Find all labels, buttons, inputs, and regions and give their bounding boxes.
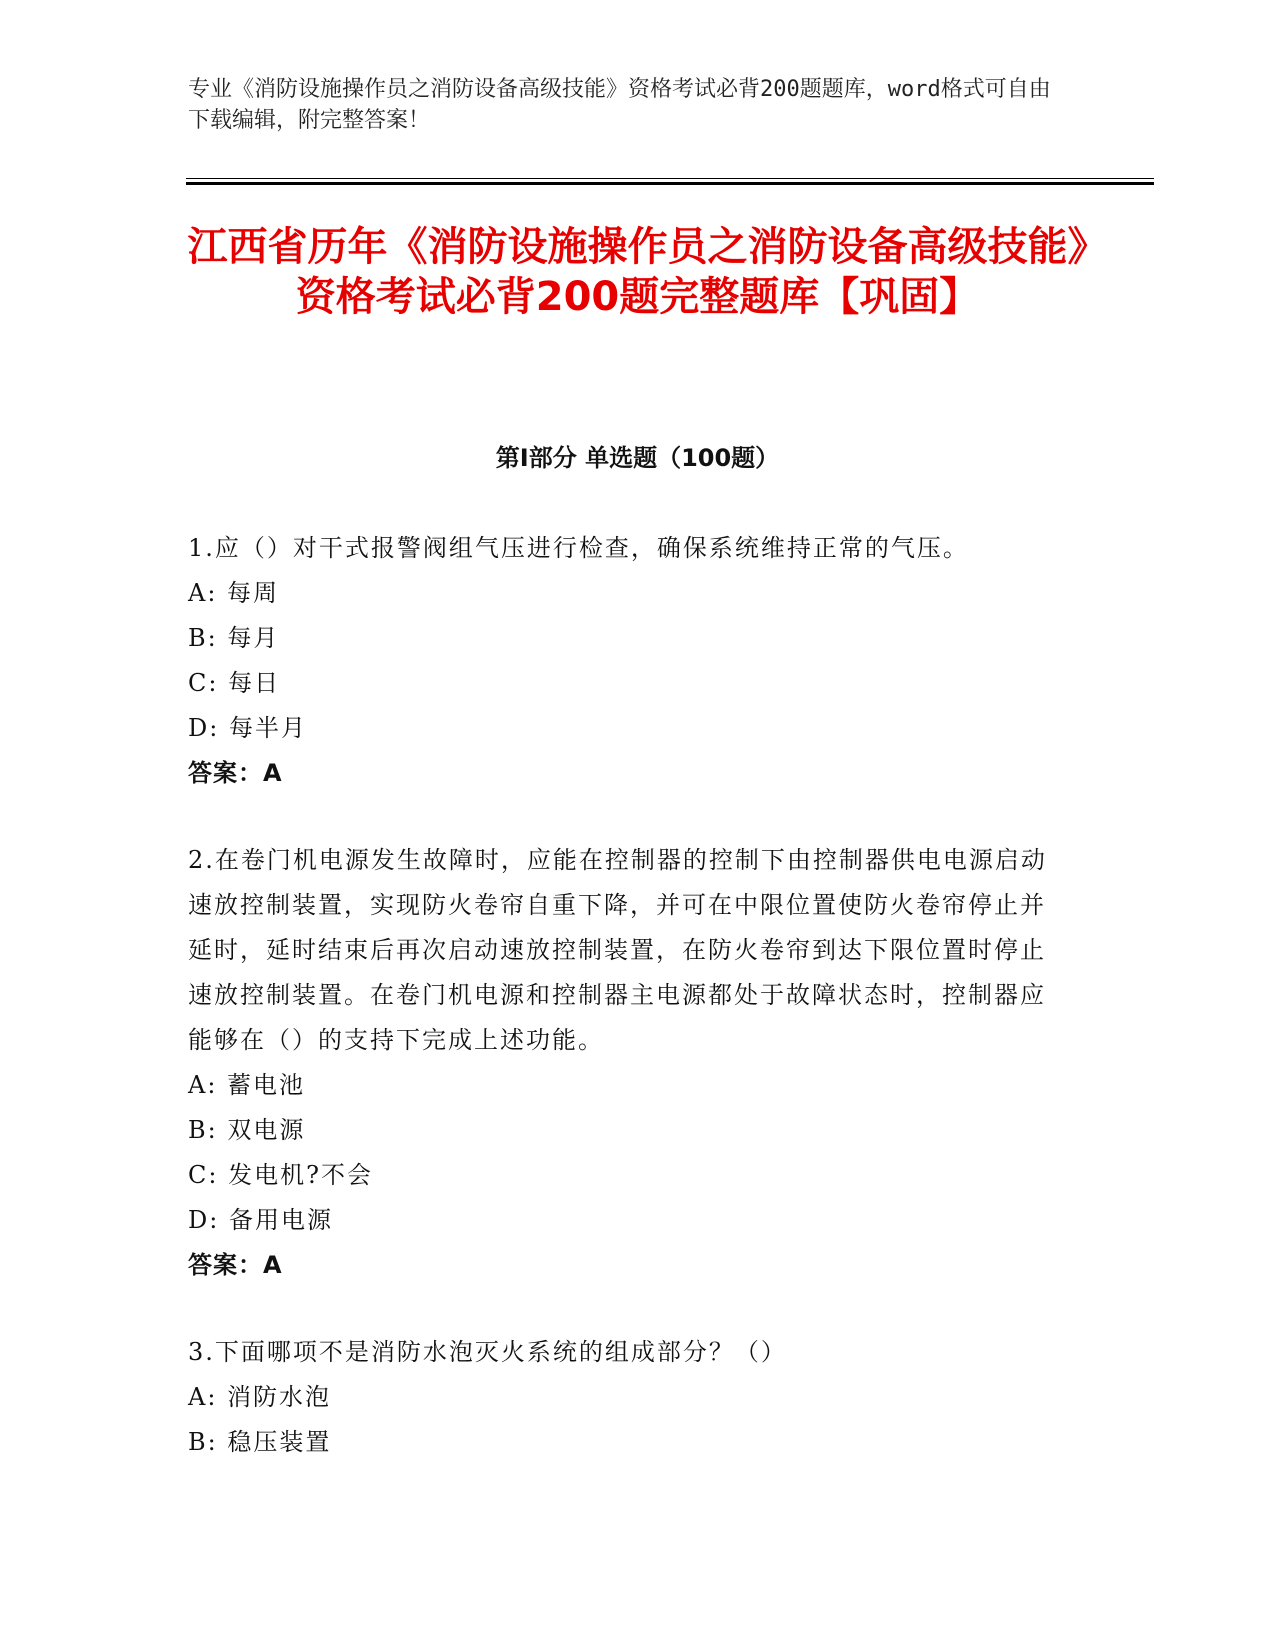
section-title: 第I部分 单选题（100题） [495, 444, 780, 472]
option-d: D: 备用电源 [188, 1206, 333, 1234]
document-title: 江西省历年《消防设施操作员之消防设备高级技能》资格考试必背200题完整题库【巩固】 [187, 224, 1088, 320]
question-stem: 2.在卷门机电源发生故障时，应能在控制器的控制下由控制器供电电源启动速放控制装置，实现防火卷帘自重下降，并可在中限位置使防火卷帘停止并延时，延时结束后再次启动速放控制装置，在防火卷帘到达下限位置时停止速放控制装置。在卷门机电源和控制器主电源都处于故障状态时，控制器应能够在（）的支持下完成上述功能。 [188, 846, 1047, 1054]
option-b: B: 稳压装置 [188, 1428, 332, 1456]
header-divider-thin [186, 178, 1154, 179]
question-1 [188, 526, 1068, 796]
option-a: A: 蓄电池 [188, 1071, 306, 1099]
question-stem: 1.应（）对干式报警阀组气压进行检查，确保系统维持正常的气压。 [188, 534, 969, 562]
option-c: C: 发电机?不会 [188, 1161, 373, 1189]
question-2 [188, 838, 1068, 1288]
option-a: A: 消防水泡 [188, 1383, 332, 1411]
option-b: B: 每月 [188, 624, 280, 652]
question-stem: 3.下面哪项不是消防水泡灭火系统的组成部分？（） [188, 1338, 787, 1366]
option-c: C: 每日 [188, 669, 281, 697]
question-3 [188, 1330, 1068, 1465]
answer-label: 答案：A [188, 1251, 283, 1279]
header-note: 专业《消防设施操作员之消防设备高级技能》资格考试必背200题题库，word格式可自由下载编辑，附完整答案！ [188, 77, 1051, 133]
option-d: D: 每半月 [188, 714, 307, 742]
answer-label: 答案：A [188, 759, 283, 787]
option-a: A: 每周 [188, 579, 280, 607]
question-list [188, 526, 1068, 1507]
header-divider-thick [186, 182, 1154, 185]
option-b: B: 双电源 [188, 1116, 306, 1144]
